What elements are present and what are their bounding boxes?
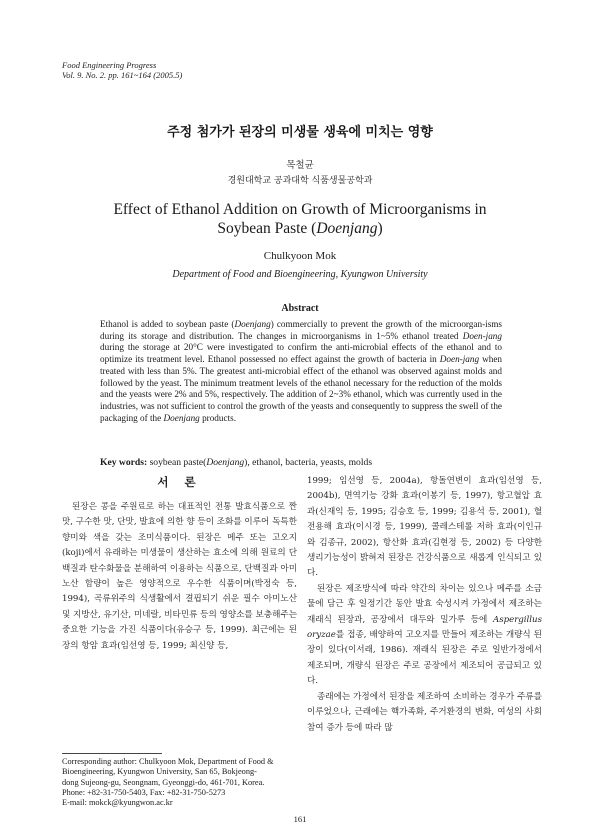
page-number: 161 — [293, 814, 307, 824]
title-english-line2 — [0, 219, 600, 238]
right-column — [307, 474, 542, 736]
abstract-italic: Doen-jang — [462, 330, 502, 341]
author-english: Chulkyoon Mok — [263, 250, 337, 262]
keywords-label: Key words: — [100, 457, 148, 468]
volume-line: Vol. 9. No. 2. pp. 161~164 (2005.5) — [62, 70, 183, 80]
correspondence-line: Corresponding author: Chulkyoon Mok, Department of Food & — [62, 757, 274, 766]
abstract-text: when treated with less than 5%. The greatest anti-microbial effect of the ethanol was observed against molds and followed by the yeast. The minimum treatment levels of the ethanol necessary for the reduction of the molds and the yeasts were 2% and 5%, respectively. The addition of 2~3% ethanol, which was currently used in the industries, was not sufficient to control the growth of the yeasts and consequently to suppress the swell of the packaging of the — [100, 354, 502, 423]
correspondence-footnote — [62, 757, 302, 808]
abstract-italic: Doenjang — [234, 319, 271, 329]
paragraph — [307, 582, 542, 690]
title-korean: 주정 첨가가 된장의 미생물 생육에 미치는 영향 — [167, 125, 433, 140]
keywords-text: ), ethanol, bacteria, yeasts, molds — [244, 457, 373, 468]
abstract-body — [100, 319, 502, 424]
paragraph-text: 된장은 제조방식에 따라 약간의 차이는 있으나 메주를 소금물에 담근 후 일정기간 동안 발효 숙성시켜 가정에서 제조하는 재래식 된장과, 공장에서 대두와 밀가루 등에 — [307, 583, 542, 625]
journal-name: Food Engineering Progress — [62, 60, 157, 70]
footnote-rule — [62, 753, 162, 754]
correspondence-line: Phone: +82-31-750-5403, Fax: +82-31-750-5273 — [62, 787, 226, 797]
abstract-text: Ethanol is added to soybean paste ( — [100, 319, 235, 329]
correspondence-line: Bioengineering, Kyungwon University, San 65, Bokjeong- — [62, 767, 257, 777]
author-korean: 목철균 — [286, 160, 314, 171]
paragraph: 1999; 임선영 등, 2004a), 항돌연변이 효과(임선영 등, 2004b), 면역기능 강화 효과(이봉기 등, 1997), 항고혈압 효과(신재익 등, 1995; 김승호 등, 1999; 김용석 등, 2001), 혈전용해 효과(이시경 등, 1999), 콜레스테롤 저하 효과(이인규와 김종규, 2002), 항산화 효과(김현정 등, 2002) 등 다양한 생리기능성이 밝혀져 된장은 건강식품으로 새롭게 인식되고 있다. — [307, 476, 542, 579]
paragraph-italic: Aspergillus oryzae — [307, 614, 542, 641]
affiliation-korean: 경원대학교 공과대학 식품생물공학과 — [227, 176, 373, 186]
journal-header — [62, 60, 182, 80]
abstract-italic: Doen-jang — [439, 354, 480, 365]
title-italic-text: Doenjang — [316, 220, 378, 237]
correspondence-line: dong Sujeong-gu, Seongnam, Gyeonggi-do, 461-701, Korea. — [62, 777, 265, 787]
paragraph: 종래에는 가정에서 된장을 제조하여 소비하는 경우가 주류를 이루었으나, 근래에는 핵가족화, 주거환경의 변화, 여성의 사회참여 증가 등에 따라 많 — [307, 691, 542, 733]
left-column — [62, 500, 297, 654]
abstract-italic: Doenjang — [163, 412, 200, 423]
abstract-text: ) commercially to prevent the growth of the microorgan-isms during its storage and distribution. The changes in microorganisms in 1~5% ethanol treated — [100, 319, 502, 341]
paragraph: 된장은 콩을 주원료로 하는 대표적인 전통 발효식품으로 짠맛, 구수한 맛, 단맛, 발효에 의한 향 등이 조화를 이루어 독특한 향미와 색을 갖는 조미식품이다. 된장은 메주 또는 고오지(koji)에서 유래하는 미생물이 생산하는 효소에 의해 원료의 단백질과 탄수화물을 분해하여 이용하는 식품으로, 단백질과 아미노산 함량이 높은 영양적으로 우수한 식품이며(박정숙 등, 1994), 곡류위주의 식생활에서 결핍되기 쉬운 필수 아미노산 및 지방산, 유기산, 미네랄, 비타민류 등의 영양소를 보충해주는 중요한 기능을 가진 식품이다(유승구 등, 1999). 최근에는 된장의 항암 효과(임선영 등, 1999; 최신양 등, — [62, 502, 297, 651]
section-heading-introduction: 서 론 — [157, 475, 202, 489]
title-text: Soybean Paste ( — [217, 220, 317, 237]
abstract-text: products. — [199, 412, 236, 423]
title-text: ) — [377, 220, 383, 237]
title-english-line1: Effect of Ethanol Addition on Growth of Microorganisms in — [113, 201, 487, 218]
correspondence-email: E-mail: mokck@kyungwon.ac.kr — [62, 798, 173, 808]
abstract-heading: Abstract — [281, 303, 319, 314]
title-english — [0, 200, 600, 238]
keywords — [100, 457, 502, 468]
abstract-text: during the storage at 20°C were investigated to confirm the anti-microbial effects of the ethanol and to optimize its treatment level. Ethanol possessed no effect against the growth of bacteria in — [100, 342, 502, 365]
paragraph-text: 를 접종, 배양하여 고오지를 만들어 제조하는 개량식 된장이 있다(이서래, 1986). 재래식 된장은 주로 일반가정에서 제조되며, 개량식 된장은 주로 공장에서 제조되어 공급되고 있다. — [307, 630, 542, 687]
keywords-italic: Doenjang — [206, 457, 245, 468]
keywords-text: soybean paste( — [147, 457, 207, 468]
affiliation-english: Department of Food and Bioengineering, Kyungwon University — [172, 269, 428, 280]
